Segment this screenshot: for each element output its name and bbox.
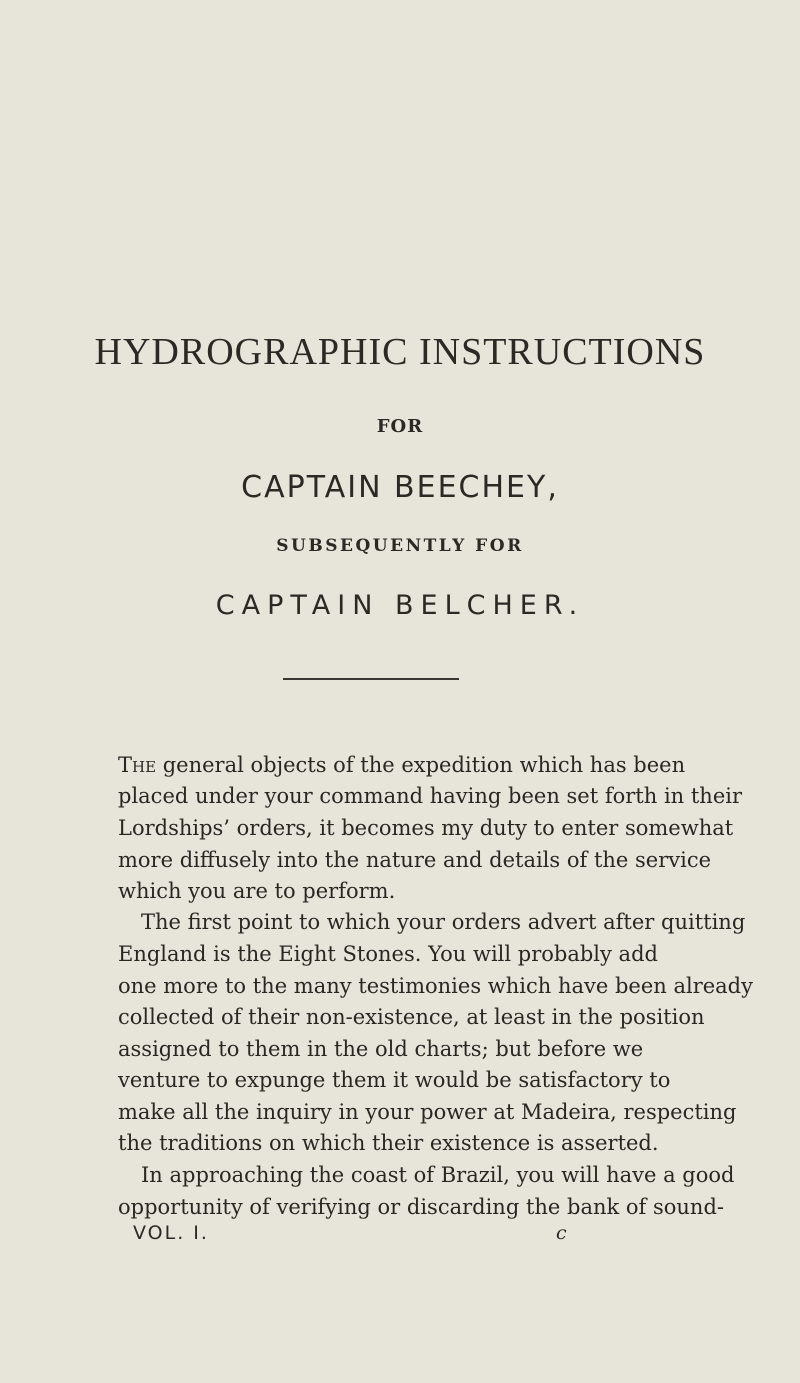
body-line-15: opportunity of verifying or discarding the bank of sound-: [118, 1195, 724, 1219]
body-line-14: In approaching the coast of Brazil, you will have a good: [141, 1163, 735, 1187]
body-line-4: more diffusely into the nature and details of the service: [118, 848, 712, 872]
body-line-1: The general objects of the expedition which has been: [118, 753, 686, 777]
body-line-3: Lordships’ orders, it becomes my duty to enter somewhat: [118, 816, 734, 840]
signature-mark: c: [556, 1222, 567, 1244]
body-line-12: make all the inquiry in your power at Madeira, respecting: [118, 1100, 737, 1124]
body-line-6: The first point to which your orders advert after quitting: [141, 910, 746, 934]
heading-captain-beechey: CAPTAIN BEECHEY,: [241, 470, 559, 505]
heading-captain-belcher: CAPTAIN BELCHER.: [215, 590, 585, 621]
body-line-7: England is the Eight Stones. You will probably add: [118, 942, 658, 966]
drop-lead-word: The: [118, 753, 157, 777]
heading-for: FOR: [376, 416, 424, 437]
body-line-11: venture to expunge them it would be satisfactory to: [118, 1068, 671, 1092]
body-line-10: assigned to them in the old charts; but before we: [118, 1037, 644, 1061]
body-line-13: the traditions on which their existence is asserted.: [118, 1131, 659, 1155]
volume-marker: VOL. I.: [133, 1222, 209, 1244]
body-line-8: one more to the many testimonies which have been already: [118, 974, 753, 998]
document-title: HYDROGRAPHIC INSTRUCTIONS: [94, 331, 706, 373]
body-line-2: placed under your command having been set forth in their: [118, 784, 743, 808]
heading-subsequently-for: SUBSEQUENTLY FOR: [276, 536, 524, 556]
body-line-9: collected of their non-existence, at least in the position: [118, 1005, 705, 1029]
body-line-5: which you are to perform.: [118, 879, 396, 903]
section-divider-rule: [283, 678, 459, 680]
